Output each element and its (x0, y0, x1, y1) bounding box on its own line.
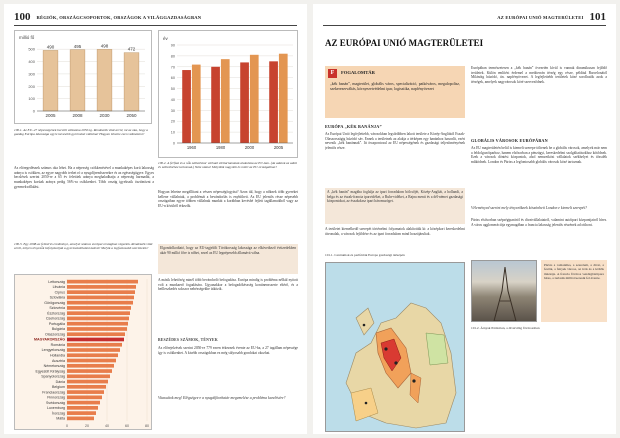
x-tick-label: 80 (145, 424, 149, 428)
discussion-question: Vitassátok meg! Elégséges-e a nyugdíjkorhatár megemelése a probléma kezelésére? (158, 396, 286, 400)
bar-value-label: 495 (73, 43, 82, 49)
bar (67, 317, 129, 321)
y-tick-label: Málta (56, 416, 65, 421)
population-chart (14, 30, 152, 124)
bar (221, 59, 230, 143)
chapter-title: AZ EURÓPAI UNIÓ MAGTERÜLETEI (325, 38, 484, 48)
running-header (14, 10, 297, 24)
glossary-icon: F (328, 69, 337, 78)
bar (70, 50, 85, 111)
bar (67, 322, 128, 326)
fogalomtar-text: „kék banán”, magterület, globális város, specializáció, patkóváros, megalopolisz, szekerezerváltás, környezetvédelmi ipar, logisztika, napfényövezet (330, 82, 460, 91)
bar (67, 395, 102, 399)
x-tick-label: 2008 (72, 113, 83, 118)
page-number: 100 (14, 11, 31, 23)
y-tick-label: 40 (170, 97, 175, 102)
y-tick-label: MAGYARORSZÁG (33, 337, 65, 342)
bar (67, 327, 127, 331)
y-tick-label: Finnország (47, 395, 65, 400)
y-tick-label: 50 (170, 87, 175, 92)
bar (67, 306, 131, 310)
bar (250, 55, 259, 143)
bar (67, 385, 106, 389)
y-tick-label: Írország (52, 411, 65, 416)
section-2-text-2: Párizs elsősorban szépségiparáról és divatvállalatairól, valamint autóipari központjairól híres. A város agglomerációja egymagában a francia lakosság jelentős részének ad otthont. (471, 218, 607, 227)
y-tick-label: Dánia (55, 379, 65, 384)
y-tick-label: 300 (28, 71, 35, 77)
header-rule (14, 25, 297, 26)
bar (279, 54, 288, 143)
caption-100-3: 100.3. Egy 2008-as felmérés eredménye, amelyet számos európai országban végeztek. Rendezzék vitát arról, milyen tényezők befolyásolják a gyermekvállalási kedvet! Melyik a legfontosabb szerintetek? (14, 242, 153, 251)
y-tick-label: Franciaország (42, 390, 65, 395)
bar (67, 401, 100, 405)
bar (97, 49, 112, 111)
y-tick-label: Litvánia (52, 285, 65, 290)
section-1-heading: EURÓPA „KÉK BANÁNJA” (325, 124, 382, 129)
survey-chart (14, 274, 152, 430)
column-2-text: Európában természetesen a „kék banán” övezetén kívül is vannak dinamikusan fejlődő területek. Külön említést érdemel a mediterrán térség egy része, például Barcelonától Milánóig húzódó, ún. napfényövezet. A legfejlettebb területek közé sorolhatók azok a térségek, amelyek nagyvárosok köré szerveződnek. (471, 66, 607, 85)
life-expectancy-chart-svg (159, 31, 299, 159)
y-tick-label: Románia (50, 342, 65, 347)
bar (67, 332, 125, 336)
bar (67, 285, 136, 289)
bar (67, 311, 130, 315)
eiffel-tower-icon (472, 261, 537, 322)
section-2-heading: GLOBÁLIS VÁROSOK EURÓPÁBAN (471, 138, 548, 143)
facts-text: Az előrejelzések szerint 2050-re 779 ezren érkeznek évente az EU-ba, a 27 tagállam népessége így is csökkenhet. A kisebb országokban ez még súlyosabb gondokat okozhat. (158, 346, 298, 355)
section-2-text: Az EU magterületén belül is kiemelt szerepe töltenek be a globális városok, amelyek már nem a feldolgozóiparhoz, hanem elsősorban a pénzügyi, kereskedelmi szolgáltatásokhoz kötődnek. Ezek a városok döntési központok, ahol nemzetközi vállalatok székhelyei és tőzsdék működnek. London és Párizs a legfontosabb globális városok közé tartoznak. (471, 146, 607, 165)
y-tick-label: Spanyolország (41, 374, 65, 379)
fogalomtar-box (325, 66, 465, 118)
y-tick-label: Bulgária (51, 327, 65, 332)
y-tick-label: Ciprus (54, 290, 65, 295)
y-unit-label: év (163, 36, 168, 41)
y-tick-label: 10 (170, 130, 175, 135)
y-tick-label: Szlovákia (49, 295, 65, 300)
paris-photo (471, 260, 537, 322)
bar (67, 296, 134, 300)
europe-map-svg (326, 263, 465, 432)
y-tick-label: 90 (170, 43, 175, 48)
fogalomtar-title: FOGALOMTÁR (341, 70, 375, 75)
y-tick-label: 0 (172, 141, 175, 146)
y-tick-label: Hollandia (50, 353, 65, 358)
population-chart-svg (15, 31, 153, 125)
bar (67, 411, 96, 415)
y-tick-label: Egyesült Királyság (35, 369, 65, 374)
x-tick-label: 20 (85, 424, 89, 428)
x-tick-label: 2030 (99, 113, 110, 118)
bar (67, 280, 138, 284)
y-tick-label: 60 (170, 76, 175, 81)
section-1-text-2: A területet kiemelkedő szerepét történelmi folyamatok alakították ki: a középkori kereskedelmi útvonalak, a városok fejlődése és az ipari forradalom mind hozzájárultak. (325, 227, 465, 236)
x-tick-label: 1960 (186, 145, 197, 150)
bar-value-label: 498 (100, 43, 109, 49)
running-head: RÉGIÓK, ORSZÁGCSOPORTOK, ORSZÁGOK A VILÁGGAZDASÁGBAN (36, 14, 202, 20)
y-tick-label: Olaszország (45, 332, 65, 337)
right-page (313, 4, 616, 434)
bar (67, 338, 124, 342)
bar (67, 359, 116, 363)
bar (67, 348, 120, 352)
y-tick-label: Svédország (46, 400, 65, 405)
y-tick-label: 70 (170, 65, 175, 70)
y-tick-label: 100 (28, 96, 35, 102)
kek-banan-box: A „kék banán” magába foglalja az ipari forradalom bölcsőjét, Közép-Angliát, a hollandi, a belga és az észak-francia iparvidéket, a Ruhr-vidéket, a Rajna menti és a dél-német gazdasági központokat, az északolasz ipari háromszöget. (325, 188, 465, 224)
y-tick-label: 500 (28, 46, 35, 52)
left-page (4, 4, 307, 434)
y-tick-label: Lengyelország (41, 348, 65, 353)
bar (211, 67, 220, 143)
caption-100-1: 100.1. Az EU–27 népességének becsült változása 2050-ig. Rendezzék vitát arról, mi az oka, hogy a gazdag Európa lakossága egyre kevesebb gyermeket vállalna! Hogyan lehetne ezen változtatni? (14, 128, 148, 137)
section-1-text: Az Európai Unió legfejlettebb, városokban legsűrűbben lakott területe a Közép-Angliától Észak-Olaszországig húzódó sáv. Ennek a területnek az alakja a térképen egy banánhoz hasonlít, ezért nevezik „kék banánnak”. Itt összpontosul az EU népességének és gazdasági teljesítményének jelentős része. (325, 132, 465, 151)
europe-economic-map (325, 262, 465, 432)
y-tick-label: Belgium (52, 385, 65, 390)
bar (67, 374, 110, 378)
y-tick-label: Németország (43, 364, 65, 369)
y-tick-label: Luxemburg (47, 406, 65, 411)
bar (43, 50, 58, 111)
x-tick-label: 1980 (215, 145, 226, 150)
y-tick-label: Portugália (48, 321, 65, 326)
paris-side-box: Párizs a romantika, a szerelem, a divat, a festők, a fények városa, az írók és a költők múzsája. A francia főváros vendéglátóipara híres, a turisták milliói keresik fel évente. (541, 260, 607, 322)
bar (67, 301, 133, 305)
y-tick-label: Észtország (47, 311, 65, 316)
bar (67, 380, 108, 384)
y-tick-label: Lettország (48, 279, 65, 284)
caption-101-1: 101.1. Centrumok és perifériák Európa gazdasági térképén (325, 253, 405, 257)
body-text-left: Az elöregedésnek számos oka lehet. Ha a népesség csökkenésével a munkaképes korú lakosság aránya is csökken, az egyre nagyobb terhet ró a nyugdíjrendszerekre és az egészségügyre. Egyes becslések szerint 2050-re a 65 év felettiek aránya meghaladhatja a népesség harmadát, a munkaképes korúak aránya pedig 56%-ra csökkenhet. Több ország igyekszik ösztönözni a gyermekvállalást. (14, 166, 154, 189)
y-tick-label: 20 (170, 119, 175, 124)
survey-chart-svg (15, 275, 153, 431)
life-expectancy-chart (158, 30, 298, 158)
bar (240, 62, 249, 143)
x-tick-label: 0 (66, 424, 68, 428)
bar (182, 70, 191, 143)
x-tick-label: 2005 (273, 145, 284, 150)
bar (67, 417, 94, 421)
bar-value-label: 472 (127, 46, 136, 52)
bar (67, 353, 118, 357)
header-rule-right (323, 25, 606, 26)
y-tick-label: Görögország (44, 300, 65, 305)
y-tick-label: 30 (170, 108, 175, 113)
x-tick-label: 60 (125, 424, 129, 428)
y-tick-label: 0 (32, 108, 35, 114)
bar (67, 406, 98, 410)
running-head-right: AZ EURÓPAI UNIÓ MAGTERÜLETEI (497, 14, 584, 20)
body-text-right-1: Hogyan lehetne megállítani a vészes népességfogyást? Azon túl, hogy a nőknek több gyereket kellene vállalniuk, a problémát a bevándorlás is enyhítheti. Az EU jelentős része népesebb országaiban egyre többen vállalnak munkát a korábban kevésbé fejlett tagállamokból vagy az EU-n kívülről érkezők. (158, 190, 298, 209)
bar (67, 369, 112, 373)
y-unit-label: millió fő (19, 35, 35, 40)
y-tick-label: Csehország (45, 316, 65, 321)
x-tick-label: 40 (105, 424, 109, 428)
x-tick-label: 2005 (45, 113, 56, 118)
bar (269, 61, 278, 143)
body-text-right-2: A másik lehetőség minél több bevándorló befogadása. Európa mindig is probléma nélkül nyitott volt a munkaerő fogadására. Ugyanakkor a befogadókészség kontinensszerte eltérő, és a beilleszkedés sokszor nehézségekbe ütközik. (158, 278, 298, 292)
bar (67, 390, 104, 394)
y-tick-label: 200 (28, 83, 35, 89)
caption-101-2: 101.2. Árnyak Párizsban, a divatvilág fővárosában (471, 326, 540, 330)
caption-100-2: 100.2. A férfiak és a nők születéskor várható élettartamának alakulása az EU-ban. (Az adatok az adott év születéséhez tartoznak.) Nézz utána! Melyikük nagyobb és miért az EU országaiban? (158, 161, 298, 170)
y-tick-label: Ausztria (52, 358, 65, 363)
bar (67, 290, 135, 294)
x-tick-label: 2050 (126, 113, 137, 118)
running-header-right (323, 10, 606, 24)
y-tick-label: 80 (170, 54, 175, 59)
bar (67, 343, 122, 347)
y-tick-label: 400 (28, 59, 35, 65)
facts-heading: BESZÉDES SZÁMOK, TÉNYEK (158, 338, 218, 342)
bar-value-label: 490 (46, 44, 55, 50)
bar (124, 53, 139, 111)
bar (192, 65, 201, 143)
italic-question: Véleményed szerint mely tényezőknek köszönheti London e kiemelt szerepét? (471, 206, 588, 210)
bar (67, 364, 114, 368)
y-tick-label: Szlovénia (49, 306, 65, 311)
info-box: Elgondolkodtató, hogy az EU-tagjelölt Törökország lakossága az elkövetkező évtizedekben akár 90 millió főre is nőhet, ezzel az EU legnépesebb államává válna. (158, 244, 298, 274)
x-tick-label: 2000 (244, 145, 255, 150)
page-number-right: 101 (589, 11, 606, 23)
